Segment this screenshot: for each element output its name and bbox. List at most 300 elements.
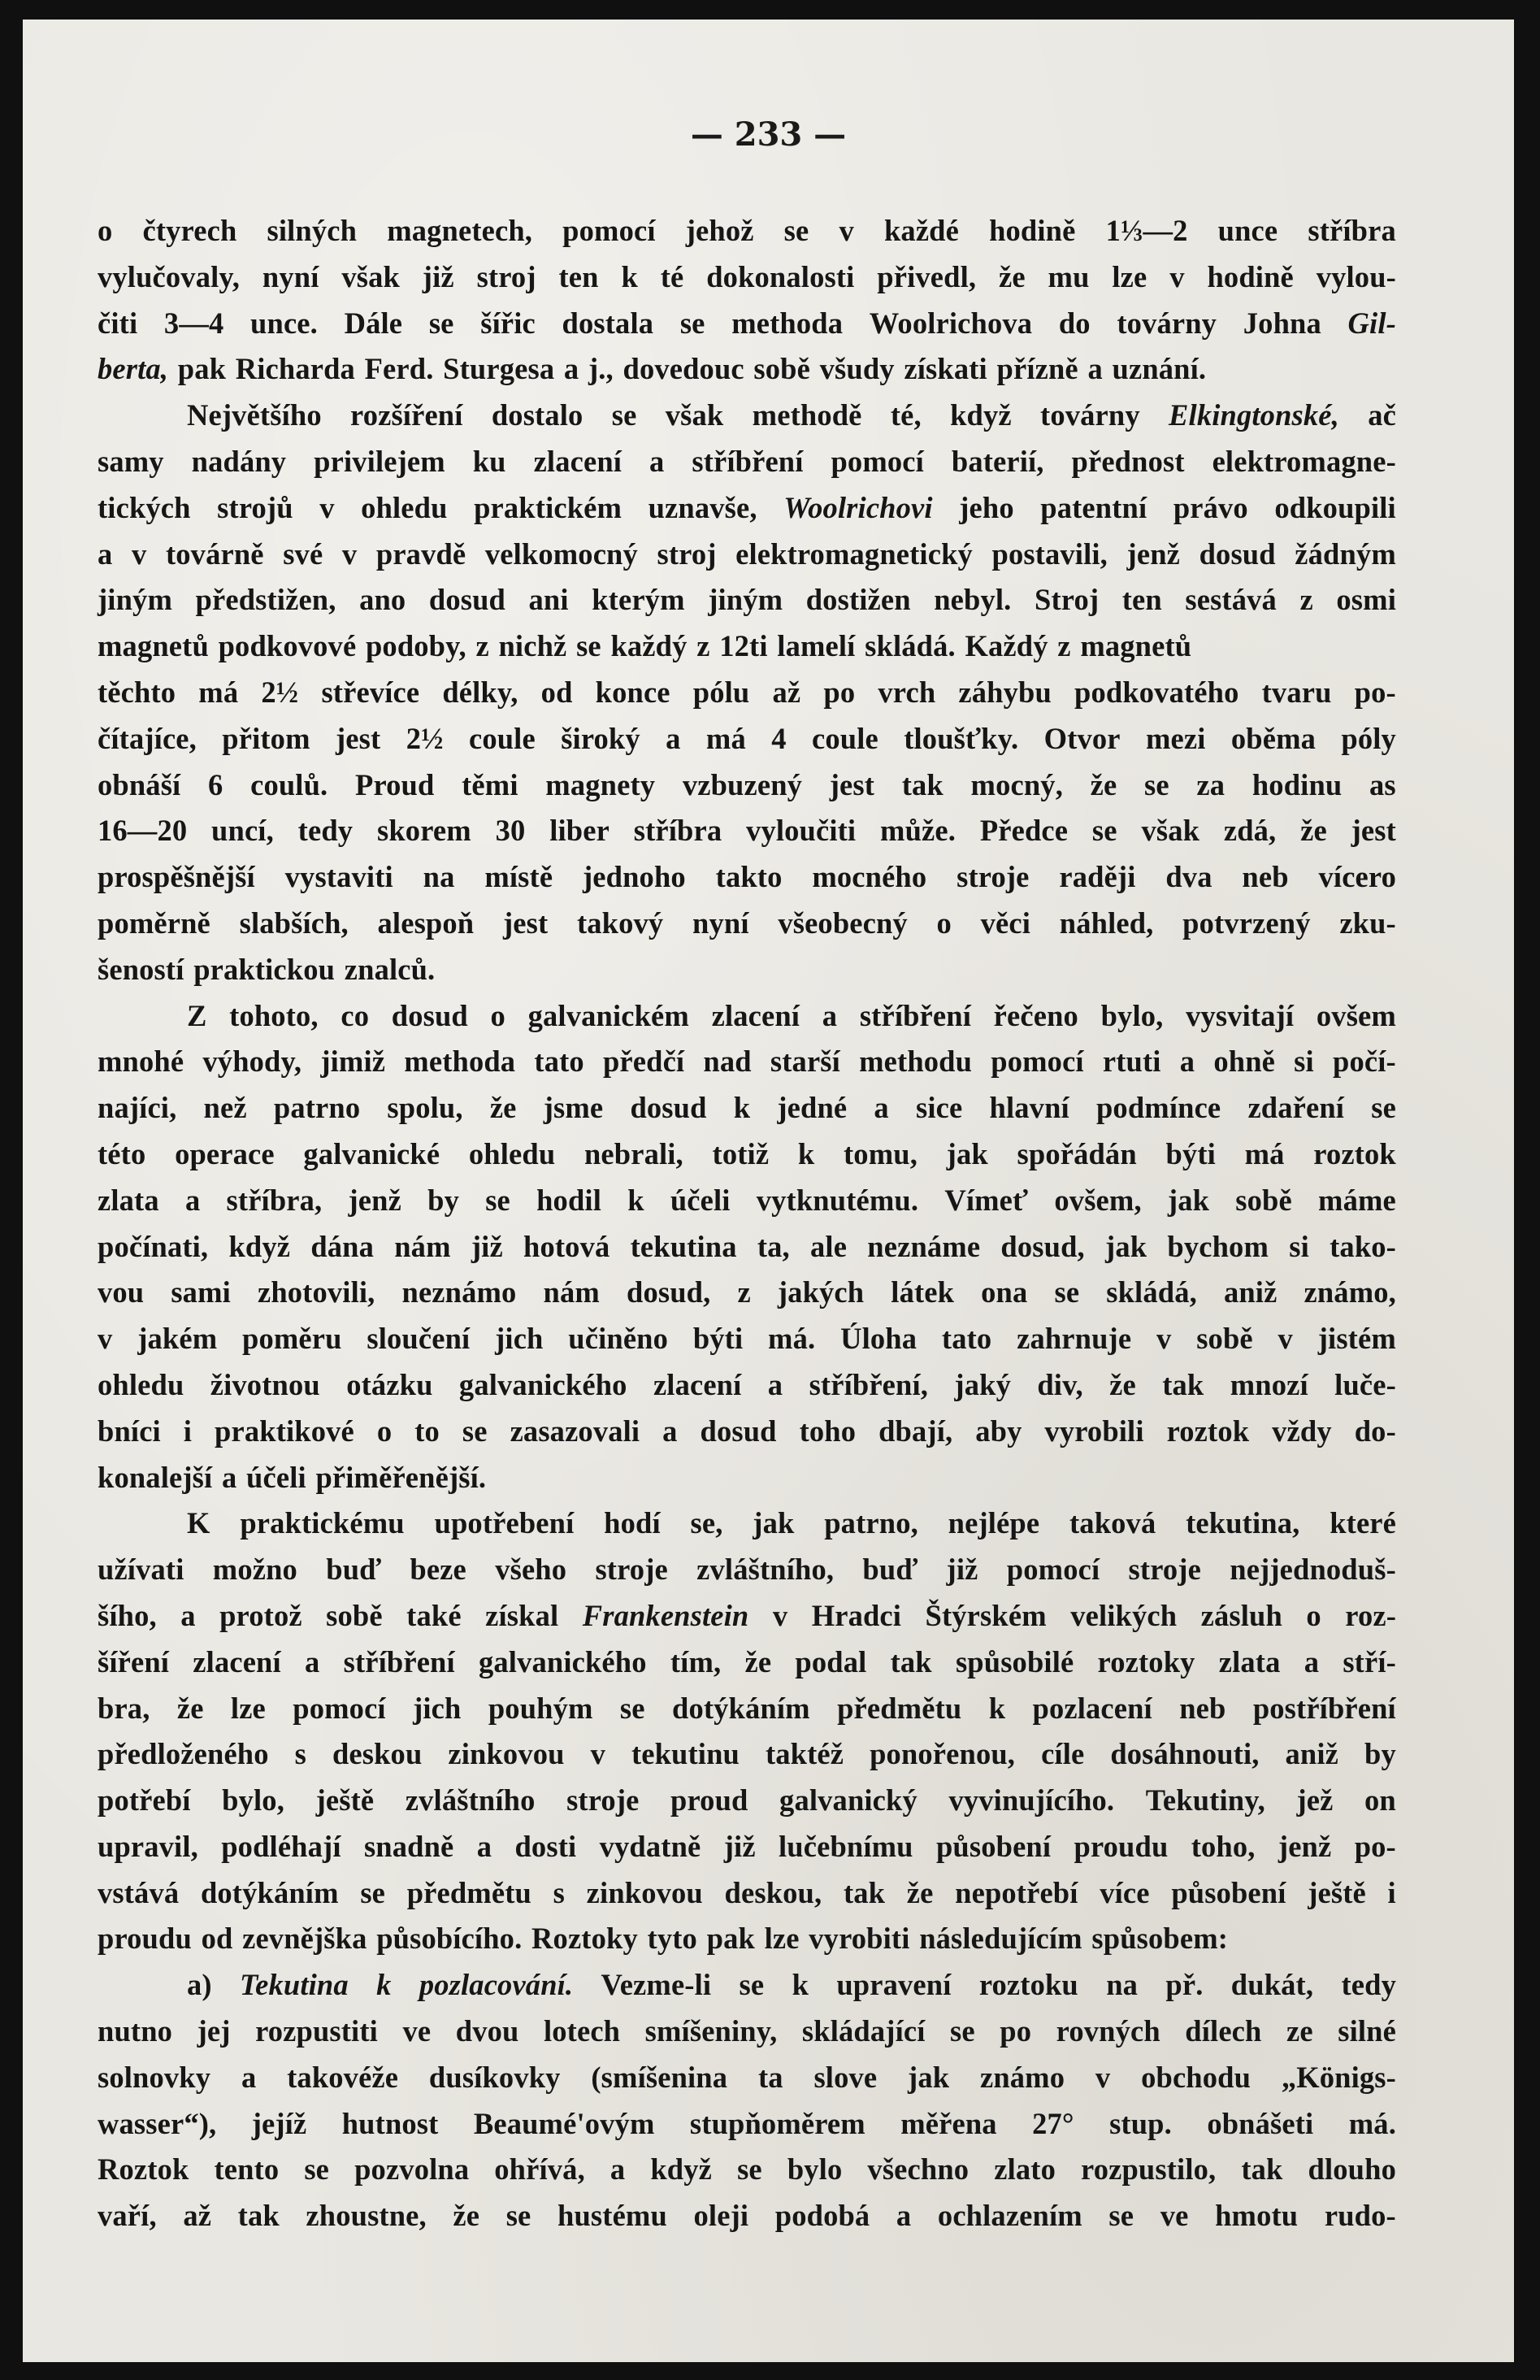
word: dotýkáním: [672, 1691, 810, 1725]
word: privilejem: [314, 444, 445, 478]
word: z: [696, 629, 710, 663]
book-page: [23, 20, 1514, 2362]
word: proudu: [98, 1922, 192, 1956]
word: dotýkáním: [200, 1875, 339, 1909]
word: se: [1108, 2199, 1134, 2233]
word: unce: [1217, 214, 1278, 247]
text-line: [98, 577, 1396, 623]
word: se: [950, 2014, 975, 2048]
word: dosud,: [1000, 1229, 1085, 1263]
word: sobě: [1235, 1183, 1292, 1217]
word: sobě: [326, 1598, 383, 1632]
word: slove: [813, 2060, 878, 2094]
word: Gil-: [1347, 306, 1396, 340]
word: hodil: [536, 1183, 601, 1217]
word: aniž: [1285, 1737, 1339, 1771]
word: jest: [829, 767, 875, 801]
word: v: [1095, 2060, 1111, 2094]
word: 27°: [1032, 2106, 1074, 2140]
word: se: [505, 2199, 531, 2233]
word: coule: [812, 721, 878, 755]
word: vyrobili: [1044, 1414, 1144, 1448]
word: aby: [975, 1414, 1022, 1448]
text-line: [98, 1085, 1396, 1131]
word: když: [650, 2152, 713, 2187]
word: dbají,: [878, 1414, 953, 1448]
text-line: [98, 2009, 1396, 2055]
word: ta: [757, 2060, 783, 2094]
word: silných: [267, 214, 358, 247]
word: methodě: [752, 398, 862, 432]
word: protož: [219, 1598, 302, 1632]
word: se: [360, 1875, 386, 1909]
word: cíle: [1041, 1737, 1085, 1771]
word: jejíž: [251, 2106, 307, 2140]
word: skládá,: [1106, 1275, 1197, 1309]
word: poměru: [242, 1322, 342, 1356]
word: neb: [1179, 1691, 1226, 1725]
word: Dále: [344, 306, 403, 340]
word: že: [744, 1644, 772, 1679]
word: se: [1144, 767, 1169, 801]
word: magnety: [545, 767, 656, 801]
word: (smíšenina: [591, 2060, 728, 2094]
word: Sturgesa: [443, 352, 555, 386]
word: působení: [935, 1829, 1052, 1863]
word: nám: [394, 1229, 451, 1263]
word: již: [946, 1553, 978, 1587]
word: hotová: [523, 1229, 610, 1263]
word: dosud: [630, 1091, 707, 1125]
word: se: [485, 1183, 510, 1217]
word: beze: [410, 1553, 466, 1587]
word: „Königs-: [1281, 2060, 1396, 2094]
word: hodině: [989, 214, 1076, 247]
word: než: [203, 1091, 247, 1125]
word: obnáší: [98, 767, 181, 801]
word: se: [739, 1968, 765, 2002]
word: z: [737, 1275, 751, 1309]
word: lotech: [543, 2014, 621, 2048]
word: nyní: [692, 906, 749, 940]
word: až: [772, 675, 801, 709]
word: když: [228, 1229, 291, 1263]
word: 2½: [406, 721, 444, 755]
word: spůsobilé: [955, 1644, 1074, 1679]
word: že: [1090, 767, 1117, 801]
word: skládající: [801, 2014, 926, 2048]
word: jak: [946, 1136, 988, 1170]
word: pomocí: [562, 214, 656, 247]
word: jehož: [685, 214, 754, 247]
word: šířic: [480, 306, 536, 340]
word: podkovové: [218, 629, 357, 663]
word: životnou: [210, 1367, 320, 1401]
word: o: [376, 1414, 393, 1448]
word: podkovatého: [1074, 675, 1239, 709]
word: zlata: [98, 1183, 159, 1217]
word: baterií,: [951, 444, 1044, 478]
word: účeli: [246, 1460, 306, 1494]
word: počínati,: [98, 1229, 209, 1263]
word: tak: [237, 2199, 280, 2233]
word: 12ti: [719, 629, 768, 663]
word: on: [1364, 1783, 1396, 1818]
text-line: [98, 1731, 1396, 1778]
word: tento: [214, 2152, 280, 2187]
word: nebyl.: [934, 583, 1012, 617]
word: strojů: [217, 490, 293, 524]
word: Stroj: [1035, 583, 1100, 617]
word: magnetech,: [387, 214, 533, 247]
word: Johna: [1243, 306, 1321, 340]
word: a: [563, 352, 579, 386]
word: ač: [1368, 398, 1396, 432]
word: ovšem,: [1054, 1183, 1142, 1217]
word: stroje: [595, 1553, 668, 1587]
word: již: [422, 259, 454, 293]
word: výhody,: [202, 1045, 302, 1079]
word: samy: [98, 444, 164, 478]
word: Úloha: [840, 1322, 917, 1356]
text-line: [98, 1178, 1396, 1224]
word: místě: [484, 860, 553, 894]
word: magnetů: [98, 629, 209, 663]
word: vytknutému.: [756, 1183, 919, 1217]
text-line: [98, 346, 1396, 393]
word: učiněno: [568, 1322, 669, 1356]
word: tyto: [647, 1922, 697, 1956]
word: se: [1371, 1091, 1396, 1125]
word: roztok: [1313, 1136, 1396, 1170]
word: tato: [941, 1322, 992, 1356]
word: nebrali,: [583, 1136, 683, 1170]
word: vysvitají: [1186, 998, 1295, 1032]
text-line: [98, 993, 1396, 1040]
word: tohoto,: [229, 998, 319, 1032]
word: zahrnuje: [1017, 1322, 1132, 1356]
word: jak: [908, 2060, 950, 2094]
word: j.,: [588, 352, 614, 386]
word: své: [283, 536, 323, 571]
word: spolu,: [387, 1091, 463, 1125]
word: Tekutiny,: [1145, 1783, 1265, 1818]
word: odkoupili: [1274, 490, 1396, 524]
word: vyrobiti: [809, 1922, 910, 1956]
word: Proud: [355, 767, 435, 801]
word: podmínce: [1095, 1091, 1221, 1125]
word: stroje: [566, 1783, 640, 1818]
word: v: [839, 214, 854, 247]
word: ze: [1286, 2014, 1313, 2048]
word: dusíkovky: [428, 2060, 561, 2094]
word: přednost: [1071, 444, 1185, 478]
word: bníci: [98, 1414, 161, 1448]
word: tako-: [1330, 1229, 1396, 1263]
word: že: [176, 1691, 204, 1725]
word: stroje: [957, 860, 1030, 894]
word: má.: [1348, 2106, 1396, 2140]
word: lamelí: [777, 629, 856, 663]
word: vzbuzený: [682, 767, 803, 801]
word: deskou: [332, 1737, 423, 1771]
word: jak: [1105, 1229, 1147, 1263]
word: jimiž: [320, 1045, 386, 1079]
word: stří-: [1343, 1644, 1396, 1679]
word: se: [783, 214, 809, 247]
word: jenž: [1126, 536, 1181, 571]
text-line: [98, 947, 1396, 993]
word: praktickém: [474, 490, 623, 524]
word: starší: [770, 1045, 840, 1079]
word: nadány: [191, 444, 287, 478]
word: ve: [1160, 2199, 1189, 2233]
word: mezi: [1146, 721, 1206, 755]
word: Woolrichovi: [783, 490, 933, 524]
word: ohledu: [98, 1367, 184, 1401]
word: Ferd.: [364, 352, 434, 386]
word: dva: [1165, 860, 1212, 894]
word: v: [590, 1737, 605, 1771]
word: spůsobem:: [1091, 1922, 1229, 1956]
word: vydatně: [599, 1829, 701, 1863]
word: se: [737, 2152, 762, 2187]
word: předloženého: [98, 1737, 269, 1771]
word: skorem: [376, 814, 471, 848]
word: tak: [843, 1875, 886, 1909]
word: to: [414, 1414, 440, 1448]
word: neb: [1242, 860, 1289, 894]
word: má.: [768, 1322, 816, 1356]
text-line: [98, 254, 1396, 301]
word: proud: [670, 1783, 748, 1818]
word: methoda: [731, 306, 844, 340]
word: že: [1109, 1367, 1136, 1401]
word: ve: [402, 2014, 432, 2048]
word: póly: [1341, 721, 1396, 755]
word: stříbření: [859, 998, 972, 1032]
word: za: [1196, 767, 1225, 801]
word: otázku: [346, 1367, 433, 1401]
word: zasazovali: [510, 1414, 640, 1448]
word: a: [221, 1460, 237, 1494]
word: deskou,: [724, 1875, 822, 1909]
word: 1⅓—2: [1105, 214, 1188, 247]
word: a: [184, 1183, 201, 1217]
word: bylo: [787, 2152, 843, 2187]
word: velkomocný: [484, 536, 638, 571]
word: se: [1054, 1275, 1080, 1309]
word: tekutinu: [631, 1737, 740, 1771]
word: hmotu: [1215, 2199, 1299, 2233]
word: a: [241, 2060, 257, 2094]
word: že: [1300, 814, 1327, 848]
word: k: [733, 1091, 751, 1125]
word: ta,: [757, 1229, 790, 1263]
word: tických: [98, 490, 191, 524]
word: se: [1091, 814, 1117, 848]
word: dosud: [428, 583, 505, 617]
word: továrny: [1040, 398, 1140, 432]
word: uncí,: [211, 814, 274, 848]
word: jakém: [137, 1322, 218, 1356]
text-line: [98, 439, 1396, 485]
word: galvanického: [458, 1367, 627, 1401]
word: předstižen,: [195, 583, 336, 617]
text-line: [98, 2055, 1396, 2101]
word: rovných: [1056, 2014, 1160, 2048]
word: pravdě: [375, 536, 466, 571]
word: 6: [208, 767, 223, 801]
word: rozpustiti: [255, 2014, 378, 2048]
word: Tekutina: [240, 1968, 349, 2002]
word: s: [294, 1737, 306, 1771]
word: nad: [703, 1045, 752, 1079]
text-line: [98, 2147, 1396, 2193]
word: v: [1156, 1322, 1172, 1356]
word: k: [621, 259, 638, 293]
word: hodí: [604, 1506, 661, 1540]
word: předmětu: [406, 1875, 531, 1909]
word: následujícím: [919, 1922, 1082, 1956]
word: Štýrském: [925, 1598, 1047, 1632]
word: zhoustne,: [306, 2199, 427, 2233]
word: co: [341, 998, 370, 1032]
word: patrno,: [824, 1506, 918, 1540]
word: jest: [1351, 814, 1396, 848]
word: tím,: [670, 1644, 722, 1679]
word: stup.: [1109, 2106, 1172, 2140]
word: ani: [528, 583, 569, 617]
word: buď: [862, 1553, 918, 1587]
word: v: [341, 536, 358, 571]
text-line: [98, 808, 1396, 854]
word: zinkovou: [586, 1875, 703, 1909]
word: tedy: [297, 814, 354, 848]
word: jeho: [959, 490, 1014, 524]
word: solnovky: [98, 2060, 211, 2094]
word: šeností: [98, 952, 184, 986]
text-line: [98, 1409, 1396, 1455]
word: magnetů: [1080, 629, 1192, 663]
word: Beaumé'ovým: [473, 2106, 655, 2140]
word: pomocí: [1006, 1553, 1100, 1587]
word: roztok: [1166, 1414, 1250, 1448]
word: vyloučiti: [746, 814, 857, 848]
word: př.: [1165, 1968, 1204, 2002]
word: možno: [212, 1553, 297, 1587]
word: neznáme: [867, 1229, 981, 1263]
word: do: [1058, 306, 1091, 340]
text-line: [98, 1362, 1396, 1409]
word: však: [665, 398, 724, 432]
word: z: [475, 629, 489, 663]
word: stroje: [1128, 1553, 1201, 1587]
word: Otvor: [1043, 721, 1121, 755]
word: tak: [901, 767, 944, 801]
word: k: [376, 1968, 392, 2002]
text-line: [98, 1640, 1396, 1686]
word: galvanického: [479, 1644, 647, 1679]
word: až: [183, 2199, 212, 2233]
word: potřebí: [98, 1783, 191, 1818]
word: dosud: [391, 998, 468, 1032]
word: té,: [890, 398, 922, 432]
word: šíření: [98, 1644, 170, 1679]
word: neznámo: [401, 1275, 517, 1309]
word: se: [611, 398, 637, 432]
word: znalců.: [344, 952, 436, 986]
word: když: [950, 398, 1012, 432]
word: jakých: [777, 1275, 865, 1309]
word: zinkovou: [448, 1737, 565, 1771]
word: upotřebení: [434, 1506, 575, 1540]
word: vystaviti: [284, 860, 393, 894]
word: k: [792, 1968, 809, 2002]
word: Woolrichova: [869, 306, 1033, 340]
word: čtyrech: [142, 214, 237, 247]
word: ponořenou,: [870, 1737, 1016, 1771]
word: po: [823, 675, 856, 709]
word: po-: [1354, 1829, 1396, 1863]
word: má: [1244, 1136, 1285, 1170]
word: konalejší: [98, 1460, 213, 1494]
word: zvláštního: [405, 1783, 536, 1818]
word: jenž: [1278, 1829, 1332, 1863]
word: dostižen: [805, 583, 911, 617]
word: jest: [336, 721, 381, 755]
word: měřena: [900, 2106, 997, 2140]
word: vždy: [1272, 1414, 1332, 1448]
word: se: [428, 306, 454, 340]
word: taková: [1069, 1506, 1156, 1540]
word: již: [471, 1229, 503, 1263]
word: methodu: [859, 1045, 973, 1079]
word: k: [988, 1691, 1006, 1725]
word: nutno: [98, 2014, 173, 2048]
word: právo: [1173, 490, 1248, 524]
word: proudu: [1074, 1829, 1169, 1863]
text-line: [98, 532, 1396, 578]
word: předmětu: [837, 1691, 962, 1725]
word: více: [1100, 1875, 1150, 1909]
word: pak: [706, 1922, 755, 1956]
word: a: [822, 998, 838, 1032]
word: jich: [413, 1691, 462, 1725]
word: by: [1364, 1737, 1396, 1771]
text-line: [98, 1593, 1396, 1640]
word: vylučovaly,: [98, 259, 241, 293]
word: zku-: [1339, 906, 1396, 940]
word: tato: [534, 1045, 584, 1079]
word: dosti: [514, 1829, 577, 1863]
text-line: [98, 762, 1396, 809]
word: Z: [187, 998, 207, 1032]
word: zlacení: [533, 444, 623, 478]
word: sloučení: [367, 1322, 471, 1356]
word: pólu: [692, 675, 750, 709]
word: každý: [610, 629, 688, 663]
word: že: [998, 259, 1026, 293]
word: tak: [1241, 2152, 1283, 2187]
word: na: [423, 860, 455, 894]
word: Vímeť: [944, 1183, 1029, 1217]
word: sice: [916, 1091, 963, 1125]
word: jedné: [777, 1091, 848, 1125]
word: přivedl,: [877, 259, 977, 293]
body-text: [98, 208, 1396, 2239]
word: roztoku: [978, 1968, 1078, 2002]
